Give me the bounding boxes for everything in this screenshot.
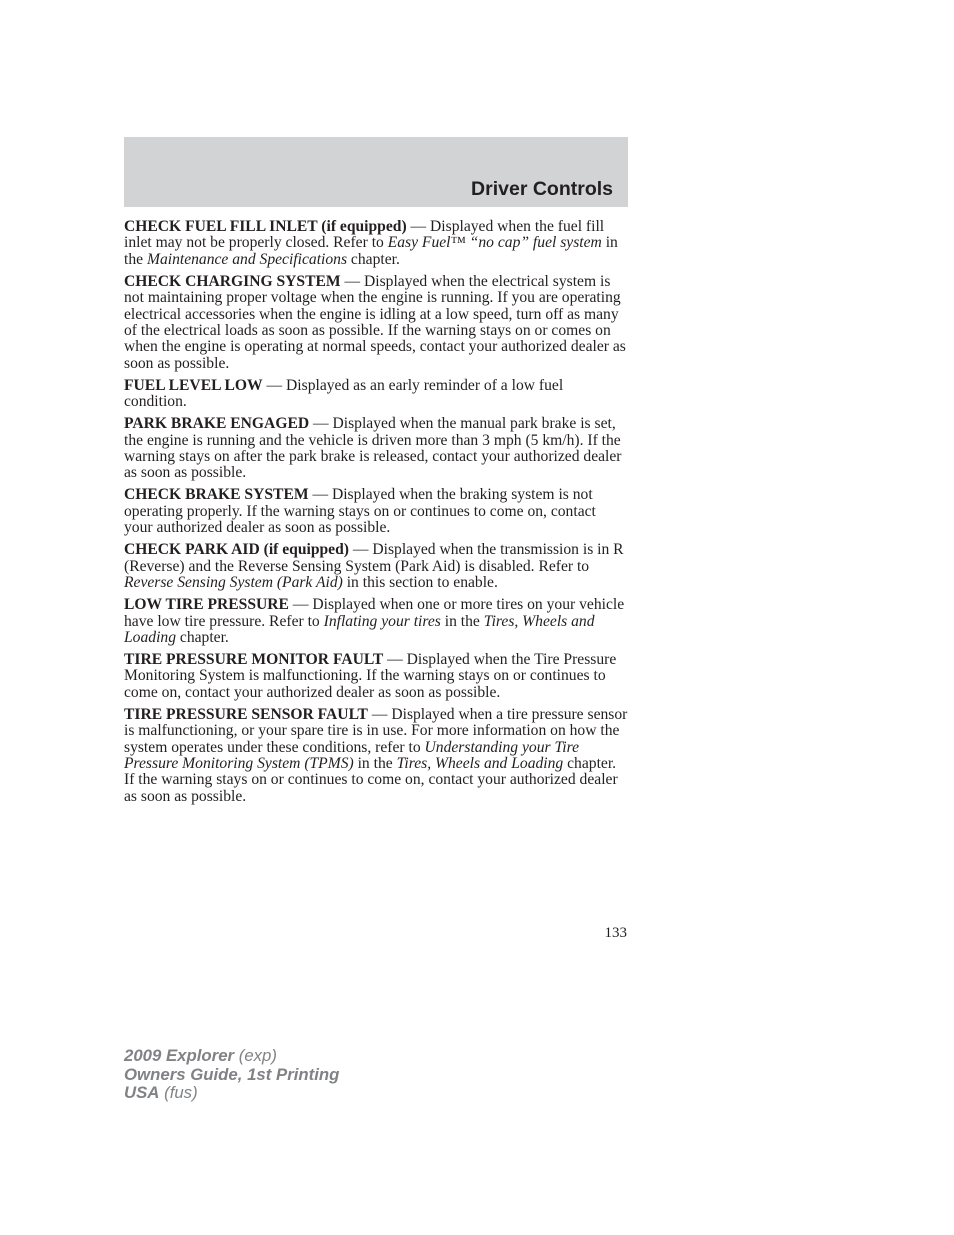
- entry-text: in the: [124, 234, 618, 268]
- entry-text: — Displayed when the braking system is not operating properly. If the warning stays on or continues to come on, contact your authorized dealer as soon as possible.: [124, 486, 596, 537]
- entry-text: — Displayed when the transmission is in R (Reverse) and the Reverse Sensing System (Park Aid) is disabled. Refer to: [124, 541, 624, 575]
- entry-reference: Reverse Sensing System (Park Aid): [124, 574, 343, 592]
- entry-text: in the: [440, 612, 484, 630]
- entry-text: — Displayed as an early reminder of a low fuel condition.: [124, 376, 564, 411]
- entry-text: — Displayed when the electrical system is not maintaining proper voltage when the engine is running. If you are operating electrical accessories when the engine is idling at a low speed, turn off as many of the electrical loads as soon as possible. If the warning stays on or comes on when the engine is operating at normal speeds, contact your authorized dealer as soon as possible.: [124, 272, 626, 372]
- entry-text: — Displayed when one or more tires on your vehicle have low tire pressure. Refer to: [124, 596, 625, 630]
- entry-text: — Displayed when a tire pressure sensor is malfunctioning, or your spare tire is in use. For more information on how the system operates under these conditions, refer to: [124, 705, 628, 756]
- entry-check-fuel-fill-inlet: [124, 219, 628, 268]
- footer-market-code: (fus): [159, 1083, 198, 1102]
- entry-tire-pressure-monitor-fault: [124, 652, 628, 701]
- page-number: 133: [604, 925, 627, 941]
- entry-reference: Tires, Wheels and Loading: [124, 612, 595, 646]
- entry-text: in this section to enable.: [342, 574, 498, 592]
- footer-model-code: (exp): [234, 1046, 277, 1065]
- entry-text: in the: [353, 754, 397, 772]
- footer-model: 2009 Explorer: [124, 1046, 235, 1065]
- entry-text: chapter.: [176, 628, 229, 646]
- entry-tire-pressure-sensor-fault: [124, 707, 628, 805]
- entry-check-brake-system: [124, 487, 628, 536]
- entry-term: CHECK FUEL FILL INLET (if equipped): [124, 218, 407, 235]
- section-title: Driver Controls: [471, 178, 613, 200]
- print-footer: [124, 1047, 339, 1103]
- entry-low-tire-pressure: [124, 597, 628, 646]
- entry-term: PARK BRAKE ENGAGED: [124, 415, 310, 433]
- entry-fuel-level-low: [124, 378, 628, 411]
- entry-text: — Displayed when the manual park brake is set, the engine is running and the vehicle is driven more than 3 mph (5 km/h). If the warning stays on after the park brake is released, contact your authorized dealer as soon as possible.: [124, 415, 622, 482]
- entry-reference: Inflating your tires: [323, 612, 441, 630]
- entry-check-park-aid: [124, 542, 628, 591]
- entry-check-charging-system: [124, 274, 628, 372]
- entry-reference: Tires, Wheels and Loading: [396, 754, 564, 772]
- entry-term: CHECK BRAKE SYSTEM: [124, 486, 309, 504]
- entry-term: LOW TIRE PRESSURE: [124, 596, 289, 614]
- entry-term: CHECK PARK AID (if equipped): [124, 541, 349, 559]
- entry-term: FUEL LEVEL LOW: [124, 376, 263, 394]
- footer-printing: Owners Guide, 1st Printing: [124, 1064, 340, 1084]
- section-header-band: [124, 137, 628, 207]
- entry-park-brake-engaged: [124, 416, 628, 482]
- entry-reference: Understanding your Tire Pressure Monitoring System (TPMS): [124, 738, 580, 772]
- body-text: [124, 219, 628, 811]
- entry-text: — Displayed when the Tire Pressure Monitoring System is malfunctioning. If the warning stays on or continues to come on, contact your authorized dealer as soon as possible.: [124, 650, 617, 701]
- footer-line-market: [124, 1084, 339, 1103]
- entry-text: chapter.: [347, 250, 400, 268]
- entry-reference: Maintenance and Specifications: [146, 250, 348, 268]
- entry-term: CHECK CHARGING SYSTEM: [124, 272, 341, 290]
- entry-text: chapter. If the warning stays on or continues to come on, contact your authorized dealer as soon as possible.: [124, 754, 618, 805]
- entry-term: TIRE PRESSURE SENSOR FAULT: [124, 705, 368, 723]
- entry-reference: Easy Fuel™ “no cap” fuel system: [387, 234, 602, 252]
- footer-line-model: [124, 1047, 339, 1066]
- entry-term: TIRE PRESSURE MONITOR FAULT: [124, 650, 384, 668]
- footer-market: USA: [124, 1083, 160, 1102]
- entry-text: — Displayed when the fuel fill inlet may not be properly closed. Refer to: [124, 218, 605, 252]
